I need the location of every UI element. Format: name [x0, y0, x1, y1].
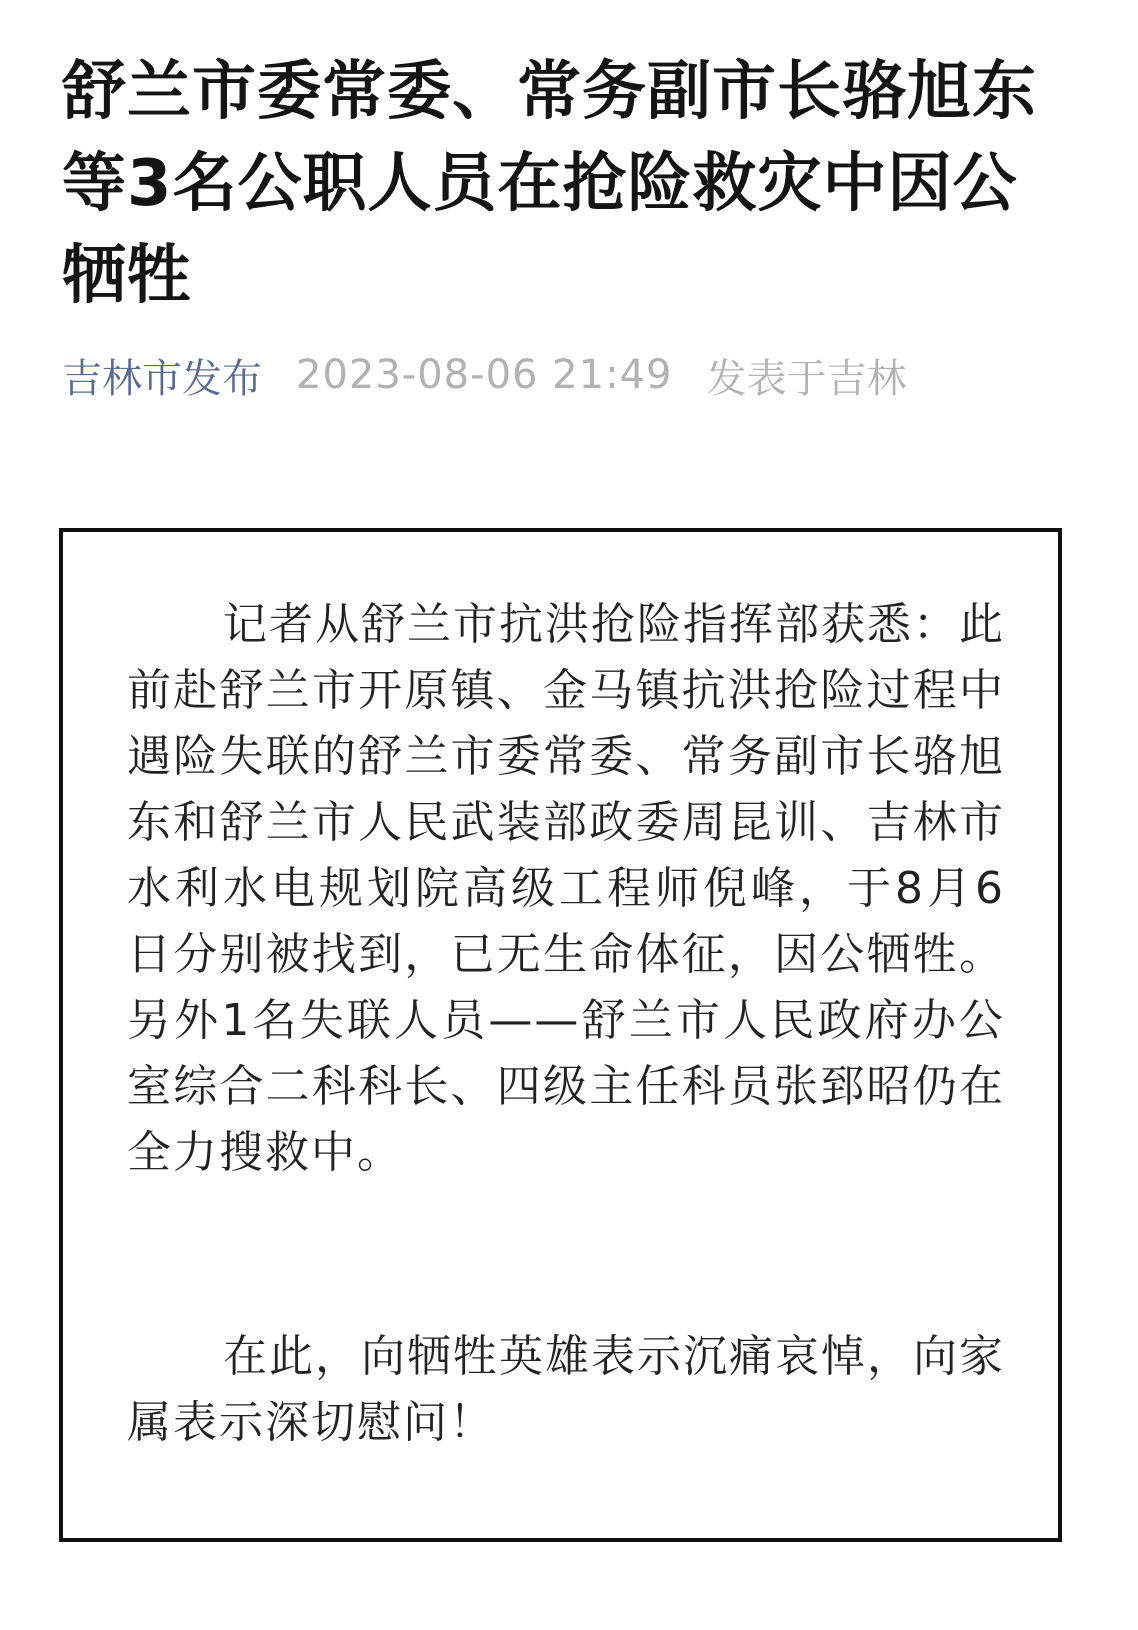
- notice-paragraph-1: 记者从舒兰市抗洪抢险指挥部获悉：此前赴舒兰市开原镇、金马镇抗洪抢险过程中遇险失联的舒兰市委常委、常务副市长骆旭东和舒兰市人民武装部政委周昆训、吉林市水利水电规划院高级工程师倪峰，于8月6日分别被找到，已无生命体征，因公牺牲。另外1名失联人员——舒兰市人民政府办公室综合二科科长、四级主任科员张郅昭仍在全力搜救中。: [127, 599, 1005, 1178]
- notice-image: [59, 528, 1062, 1542]
- article-meta: [62, 348, 906, 402]
- account-name-link[interactable]: 吉林市发布: [62, 355, 262, 402]
- publish-datetime: 2023-08-06 21:49: [296, 352, 673, 398]
- article-title: 舒兰市委常委、常务副市长骆旭东等3名公职人员在抢险救灾中因公牺牲: [62, 55, 1037, 313]
- notice-paragraph-2: 在此，向牺牲英雄表示沉痛哀悼，向家属表示深切慰问！: [127, 1331, 1005, 1448]
- publish-location: 发表于吉林: [706, 355, 907, 402]
